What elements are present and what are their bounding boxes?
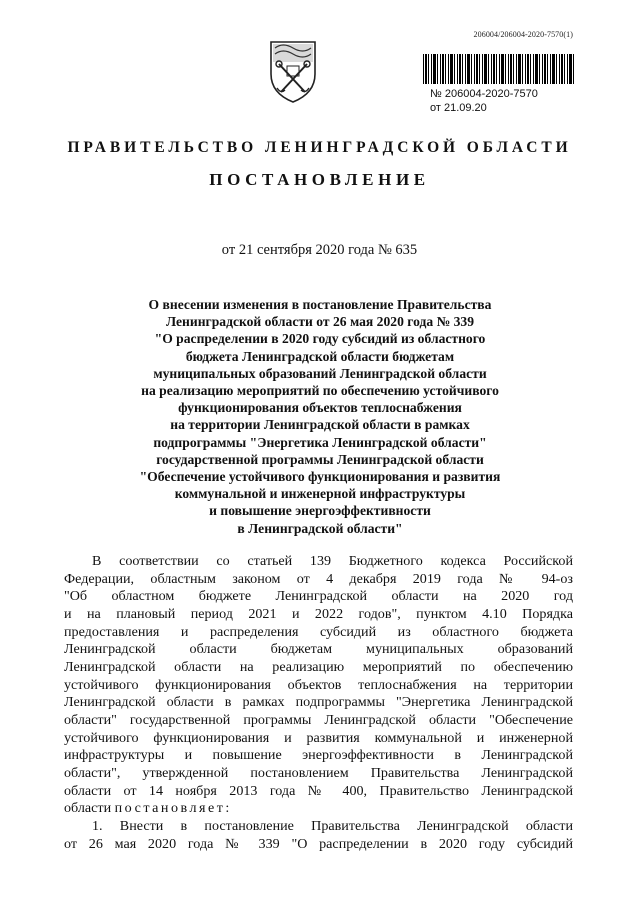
subject-line: "О распределении в 2020 году субсидий из областного (154, 331, 486, 347)
body-line: области" государственной программы Ленинградской области "Обеспечение (64, 711, 573, 728)
body-line: Ленинградской области в рамках подпрограммы "Энергетика Ленинградской (64, 694, 573, 711)
body-tail-prefix: области (64, 800, 115, 817)
subject-line: на территории Ленинградской области в рамках (170, 417, 470, 433)
body-line: области", утвержденной постановлением Правительства Ленинградской (64, 764, 573, 781)
subject-line: О внесении изменения в постановление Правительства (148, 297, 492, 312)
subject-line: Ленинградской области от 26 мая 2020 года № 339 (165, 314, 475, 330)
decree-word: постановляет: (114, 800, 232, 817)
subject-line: муниципальных образований Ленинградской области (153, 365, 487, 381)
registration-date: от 21.09.20 (430, 102, 487, 114)
body-line: устойчивого функционирования объектов теплоснабжения на территории (64, 676, 573, 693)
document-type: ПОСТАНОВЛЕНИЕ (209, 170, 430, 189)
subject-line: подпрограммы "Энергетика Ленинградской области" (153, 434, 487, 450)
barcode-icon (423, 54, 576, 84)
body-line: Ленинградской области на реализацию мероприятий по обеспечению (64, 658, 573, 675)
resolution-subject (80, 296, 560, 537)
government-title: ПРАВИТЕЛЬСТВО ЛЕНИНГРАДСКОЙ ОБЛАСТИ (67, 139, 572, 156)
body-line: В соответствии со статьей 139 Бюджетного кодекса Российской (92, 553, 573, 569)
coat-of-arms-icon (265, 38, 321, 104)
subject-line: на реализацию мероприятий по обеспечению устойчивого (141, 383, 499, 399)
subject-line: бюджета Ленинградской области бюджетам (185, 348, 455, 364)
resolution-body (64, 553, 573, 853)
body-line: инфраструктуры и повышение энергоэффективности в Ленинградской (64, 747, 573, 764)
subject-line: государственной программы Ленинградской области (156, 451, 484, 467)
item-line: 1. Внести в постановление Правительства Ленинградской области (92, 817, 573, 834)
subject-line: "Обеспечение устойчивого функционирования и развития (139, 469, 501, 485)
body-line-decree (64, 800, 573, 818)
document-code: 206004/206004-2020-7570(1) (473, 30, 573, 39)
body-line: Федерации, областным законом от 4 декабря 2019 года № 94-оз (64, 570, 573, 587)
body-line: Ленинградской области бюджетам муниципальных образований (64, 641, 573, 658)
registration-number: № 206004-2020-7570 (430, 88, 538, 100)
body-line: и на плановый период 2021 и 2022 годов", пунктом 4.10 Порядка (64, 605, 573, 622)
subject-line: функционирования объектов теплоснабжения (178, 400, 462, 416)
subject-line: и повышение энергоэффективности (209, 503, 431, 519)
subject-line: коммунальной и инженерной инфраструктуры (174, 486, 466, 502)
body-line: устойчивого функционирования и развития коммунальной и инженерной (64, 729, 573, 746)
body-line: области от 14 ноября 2013 года № 400, Правительство Ленинградской (64, 782, 573, 799)
body-line: "Об областном бюджете Ленинградской области на 2020 год (64, 588, 573, 605)
item-line: от 26 мая 2020 года № 339 "О распределении в 2020 году субсидий (64, 835, 573, 852)
subject-line: в Ленинградской области" (237, 520, 403, 536)
body-line: предоставления и распределения субсидий из областного бюджета (64, 623, 573, 640)
document-date-number: от 21 сентября 2020 года № 635 (221, 242, 418, 258)
